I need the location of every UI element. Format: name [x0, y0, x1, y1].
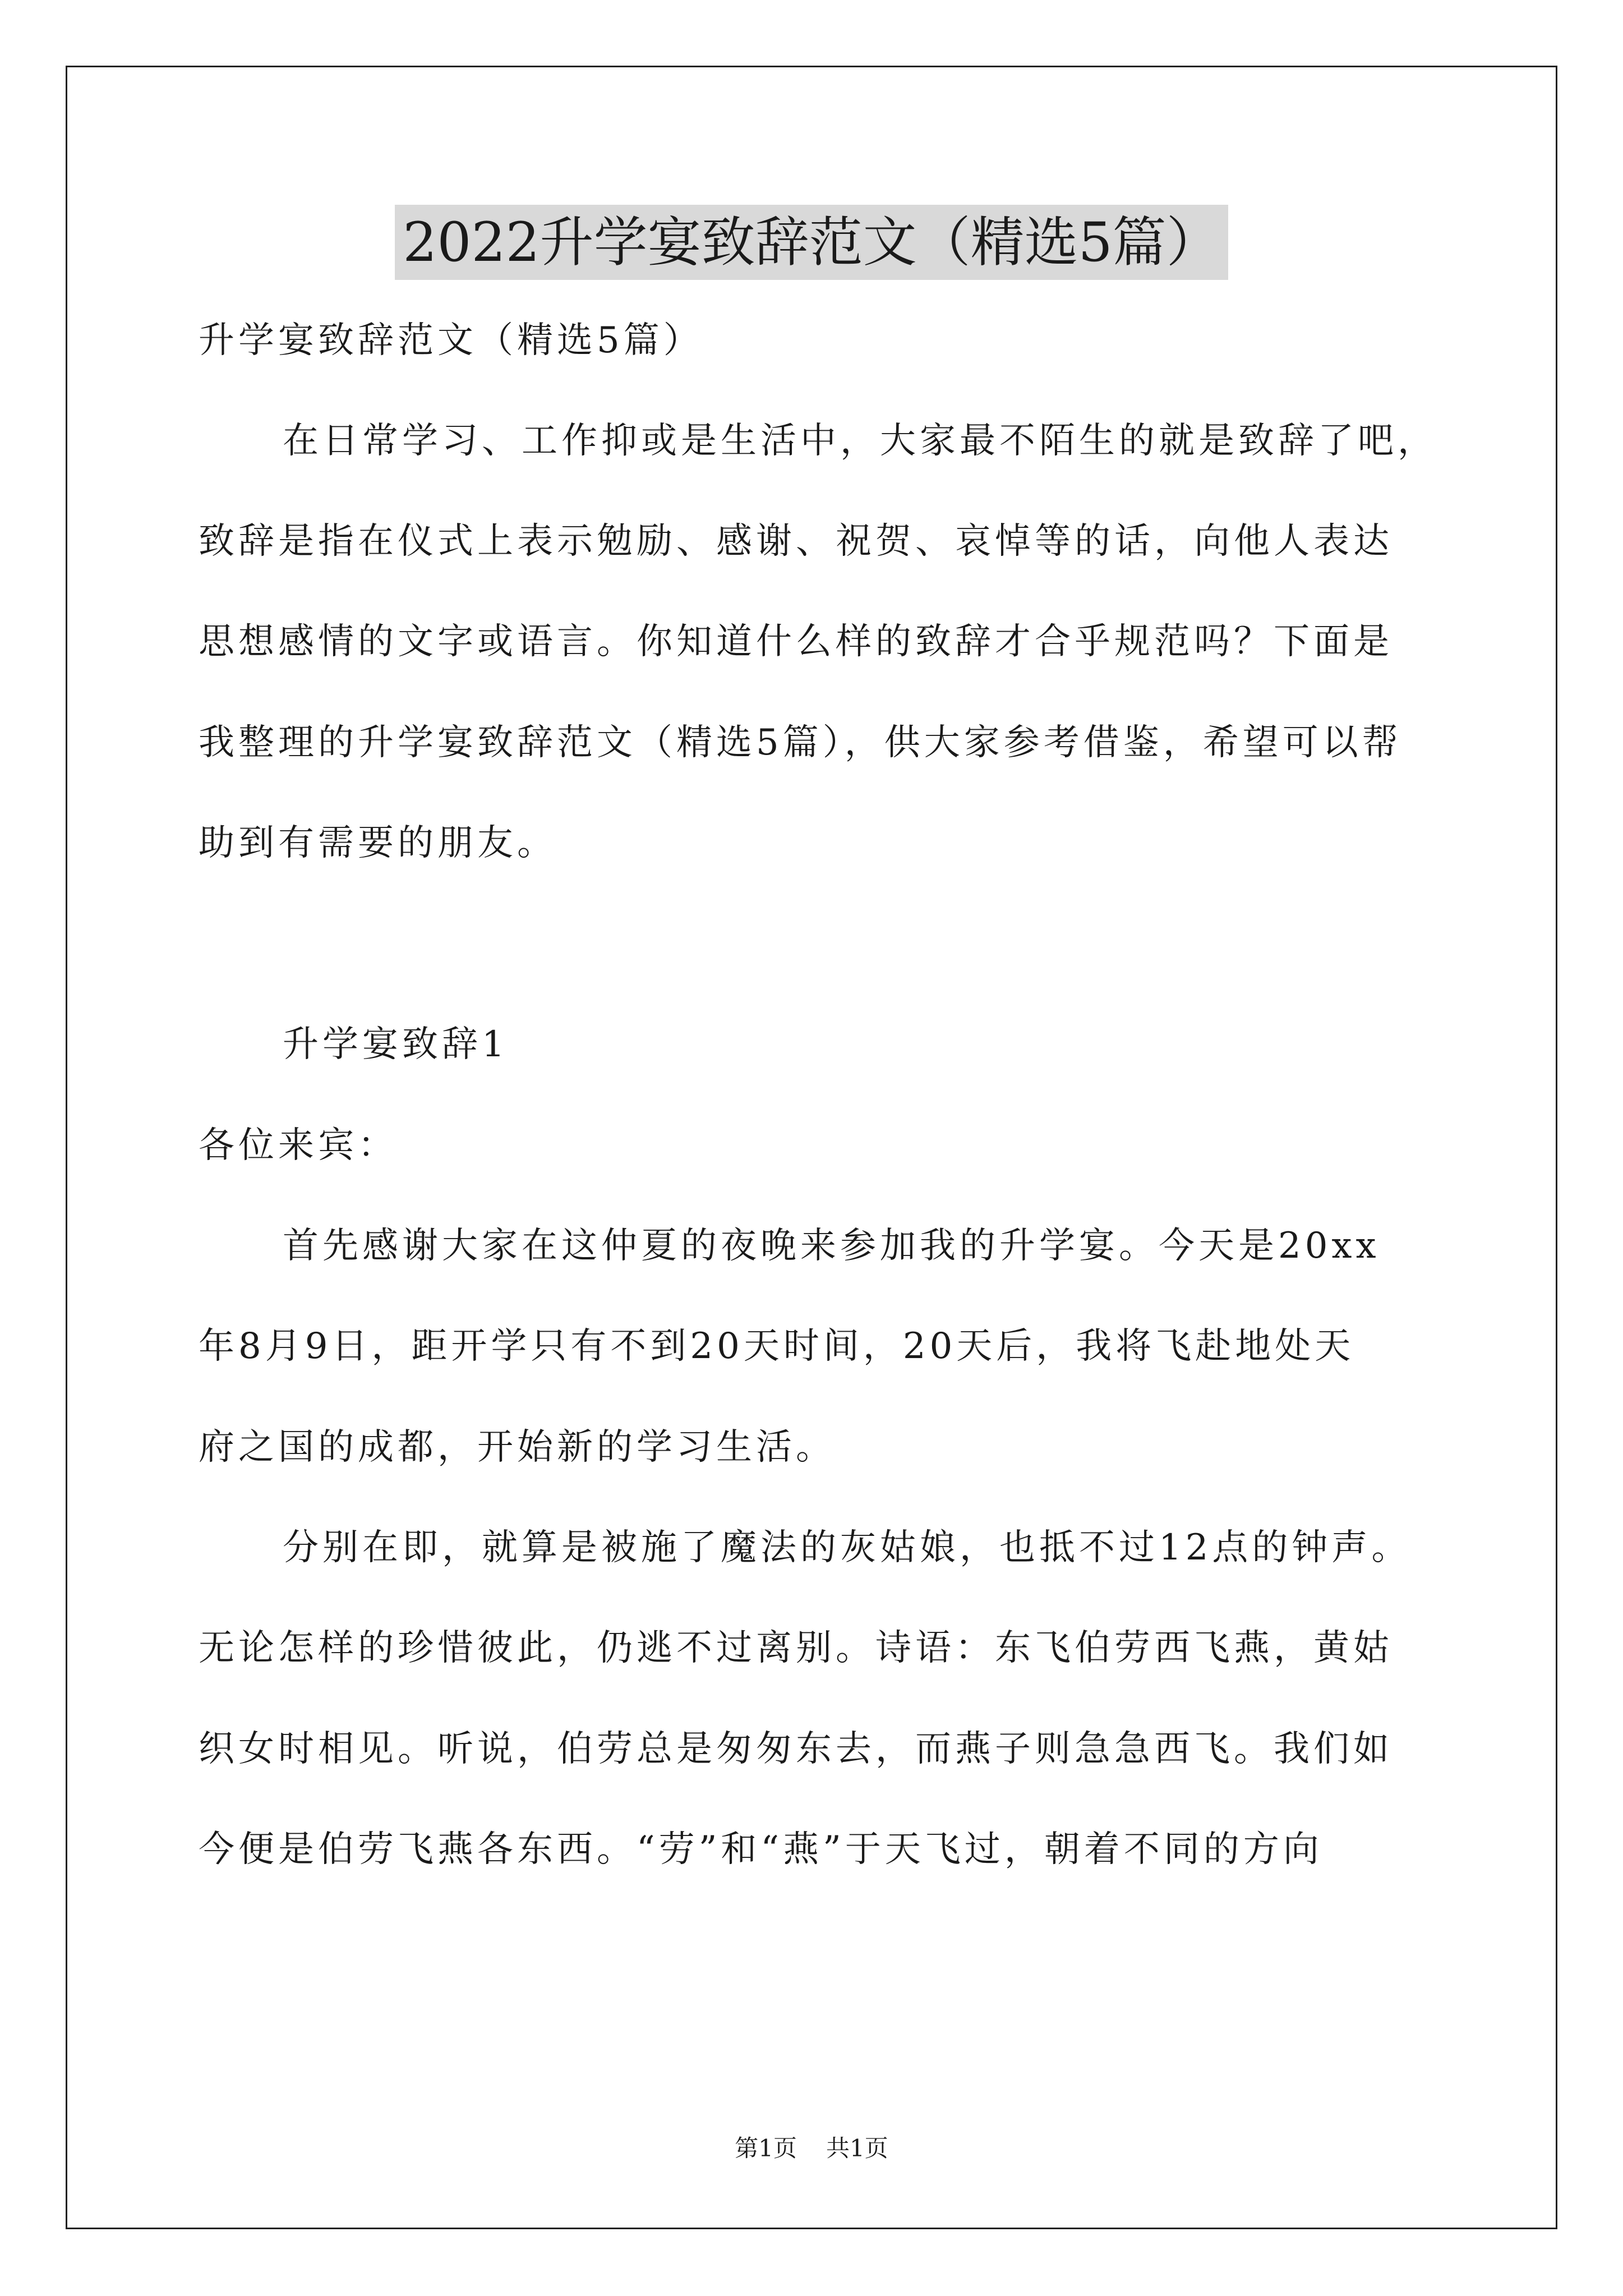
paragraph-line: 我整理的升学宴致辞范文（精选5篇），供大家参考借鉴，希望可以帮 [199, 722, 1402, 763]
page-footer [0, 2136, 1623, 2161]
paragraph-line: 致辞是指在仪式上表示勉励、感谢、祝贺、哀悼等的话，向他人表达 [199, 521, 1393, 562]
salutation: 各位来宾： [199, 1125, 398, 1166]
paragraph-line: 首先感谢大家在这仲夏的夜晚来参加我的升学宴。今天是20xx [283, 1225, 1380, 1267]
section-heading: 升学宴致辞1 [283, 1024, 509, 1065]
paragraph-line: 今便是伯劳飞燕各东西。“劳”和“燕”于天飞过，朝着不同的方向 [199, 1829, 1323, 1870]
page-number: 第1页 [735, 2134, 797, 2162]
title-container [0, 205, 1623, 280]
paragraph-line: 年8月9日，距开学只有不到20天时间，20天后，我将飞赴地处天 [199, 1326, 1355, 1367]
paragraph-line: 无论怎样的珍惜彼此，仍逃不过离别。诗语：东飞伯劳西飞燕，黄姑 [199, 1627, 1393, 1669]
document-title: 2022升学宴致辞范文（精选5篇） [395, 205, 1228, 280]
page-total: 共1页 [826, 2134, 888, 2162]
paragraph-line: 思想感情的文字或语言。你知道什么样的致辞才合乎规范吗？下面是 [199, 621, 1393, 662]
paragraph-line: 在日常学习、工作抑或是生活中，大家最不陌生的就是致辞了吧， [283, 420, 1437, 462]
paragraph-line: 分别在即，就算是被施了魔法的灰姑娘，也抵不过12点的钟声。 [283, 1527, 1412, 1568]
paragraph-line: 府之国的成都，开始新的学习生活。 [199, 1427, 836, 1468]
paragraph-line: 织女时相见。听说，伯劳总是匆匆东去，而燕子则急急西飞。我们如 [199, 1728, 1393, 1770]
intro-heading: 升学宴致辞范文（精选5篇） [199, 320, 703, 361]
paragraph-line: 助到有需要的朋友。 [199, 822, 557, 864]
